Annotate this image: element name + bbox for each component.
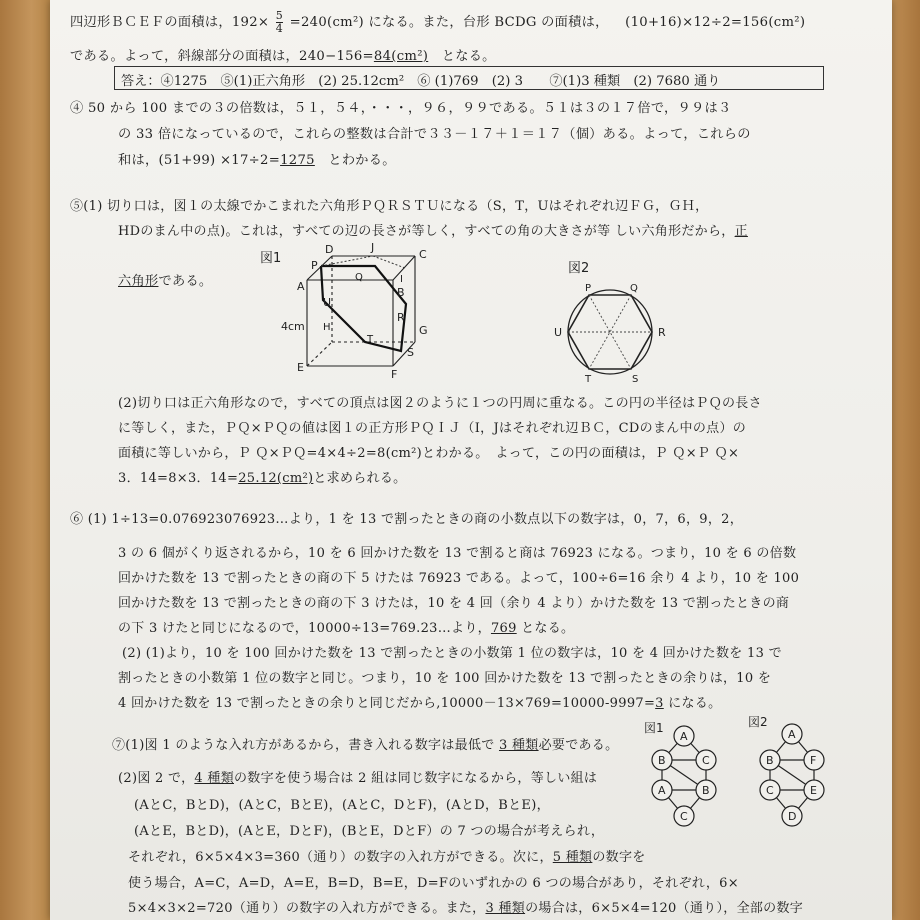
fig2-label-Q: Q: [630, 283, 638, 294]
fig1-label-E: E: [297, 361, 304, 374]
q6-part2-line-3-text-b: になる。: [663, 696, 722, 711]
fig-q7-1-node-4: A: [658, 784, 666, 797]
q6-line-2: 3 の 6 個がくり返されるから，10 を 6 回かけた数を 13 で割ると商は 76923 になる。つまり，10 を 6 の倍数: [118, 546, 797, 561]
figure-1-title: 図1: [260, 251, 282, 266]
q5-line-1: ⑤(1) 切り口は，図１の太線でかこまれた六角形ＰＱＲＳＴＵになる（S，T，Uはそれぞれ辺ＦＧ，ＧＨ，: [70, 199, 709, 214]
fig-q7-1-node-1: A: [680, 730, 688, 743]
answer-box-text: 答え：④1275 ⑤(1)正六角形 (2) 25.12cm² ⑥ (1)769 (2) 3 ⑦(1)3 種類 (2) 7680 通り: [121, 74, 721, 89]
q6-line-5-text-b: となる。: [516, 621, 575, 636]
q7-line-2: [118, 767, 597, 786]
q5-line-2-underline: 正: [734, 224, 748, 239]
fig1-label-H: H: [323, 322, 331, 333]
q6-line-4: 回かけた数を 13 で割ったときの商の下 3 けたは，10 を 4 回（余り 4 より）かけた数を 13 で割ったときの商: [118, 596, 790, 611]
fig1-label-side-length: 4cm: [281, 320, 305, 333]
fig-q7-2-node-E: E: [810, 784, 817, 797]
q5-line-3: [118, 270, 212, 289]
q4-line-2: の 33 倍になっているので，これらの整数は合計で３３－１７＋１＝１７（個）ある。よって，これらの: [118, 127, 751, 142]
fig1-label-D: D: [325, 243, 334, 256]
top-line-1: [70, 10, 805, 35]
q7-line-2-text-a: (2)図 2 で，: [118, 771, 195, 786]
q7-line-7-text-a: 5×4×3×2=720（通り）の数字の入れ方ができる。また，: [128, 901, 486, 916]
q6-line-3: 回かけた数を 13 で割ったときの商の下 5 けたは 76923 である。よって，100÷6=16 余り 4 より，10 を 100: [118, 571, 800, 586]
q7-line-5-text-b: の数字を: [592, 850, 646, 865]
q6-part2-line-3-text-a: 4 回かけた数を 13 で割ったときの余りと同じだから,10000－13×769=10000-9997=: [118, 696, 656, 711]
q7-line-6: 使う場合，A=C，A=D，A=E，B=D，B=E，D=Fのいずれかの 6 つの場合があり，それぞれ，6×: [128, 876, 739, 891]
q6-answer-2: 3: [655, 696, 664, 711]
fig-q7-2-node-F: F: [810, 754, 817, 767]
q4-line-3-text-a: 和は，(51+99) ×17÷2=: [118, 153, 281, 168]
figure-q7-2-graph: [742, 712, 842, 830]
q7-line-5-underline: 5 種類: [552, 850, 593, 865]
answer-box: [114, 66, 824, 90]
top-line-2-text-a: である。よって，斜線部分の面積は，240−156=: [70, 49, 374, 64]
fraction-denominator: 4: [275, 22, 284, 35]
fig2-label-S: S: [632, 374, 639, 385]
q6-part2-line-1: (2) (1)より，10 を 100 回かけた数を 13 で割ったときの小数第 1 位の数字は，10 を 4 回かけた数を 13 で: [122, 646, 782, 661]
fig1-label-A: A: [297, 280, 305, 293]
q7-line-4: (AとE，BとD)，(AとE，DとF)，(BとE，DとF）の 7 つの場合が考えられ，: [134, 824, 605, 839]
fig1-label-T: T: [367, 334, 374, 345]
fig1-label-F: F: [391, 368, 398, 381]
top-line-2-text-b: となる。: [428, 49, 496, 64]
q5-part2-line-3: 面積に等しいから，Ｐ Ｑ×ＰＱ=4×4÷2=8(cm²)とわかる。 よって，この円の面積は，Ｐ Ｑ×Ｐ Ｑ×: [118, 446, 740, 461]
q5-part2-line-2: に等しく，また，ＰＱ×ＰＱの値は図１の正方形ＰＱＩＪ（I，Jはそれぞれ辺ＢＣ，CDのまん中の点）の: [118, 421, 747, 436]
q7-line-3: (AとC，BとD)，(AとC，BとE)，(AとC，DとF)，(AとD，BとE)，: [134, 798, 550, 813]
top-line-1-text-b: =240(cm²) になる。また，台形 BCDG の面積は，: [289, 15, 609, 30]
q7-line-7: [128, 897, 803, 916]
q6-line-5-text-a: の下 3 けたと同じになるので，10000÷13=769.23…より，: [118, 621, 491, 636]
q5-line-2-text: HDのまん中の点)。これは，すべての辺の長さが等しく，すべての角の大きさが等 しい六角形だから，: [118, 224, 735, 239]
fig-q7-1-node-2: B: [658, 754, 666, 767]
fig-q7-1-title: 図1: [644, 721, 664, 735]
q7-line-7-text-b: の場合は，6×5×4=120（通り），全部の数字: [525, 901, 804, 916]
q7-line-2-text-b: の数字を使う場合は 2 組は同じ数字になるから，等しい組は: [234, 771, 598, 786]
q5-line-2: [118, 220, 748, 239]
q5-part2-line-4-text-b: と求められる。: [313, 471, 407, 486]
q5-part2-answer: 25.12(cm²): [238, 471, 314, 486]
q6-answer-1: 769: [490, 621, 517, 636]
fig-q7-1-node-5: B: [702, 784, 710, 797]
q5-line-3-text: である。: [158, 274, 213, 289]
fig1-label-B: B: [397, 286, 405, 299]
top-line-2-answer: 84(cm²): [373, 49, 429, 64]
fig1-label-G: G: [419, 324, 428, 337]
fig-q7-1-node-6: C: [680, 810, 688, 823]
q6-part2-line-2: 割ったときの小数第 1 位の数字と同じ。つまり，10 を 100 回かけた数を 13 で割ったときの余りは，10 を: [118, 671, 772, 686]
q4-line-3: [118, 149, 396, 168]
q7-line-1-text-b: 必要である。: [538, 738, 619, 753]
fig2-label-T: T: [585, 374, 592, 385]
figure-2-title: 図2: [568, 261, 590, 276]
q5-part2-line-4-text-a: 3．14=8×3．14=: [118, 471, 239, 486]
q7-line-1-text-a: ⑦(1)図 1 のような入れ方があるから，書き入れる数字は最低で: [112, 738, 499, 753]
figure-2-hexagon-circle: [552, 258, 692, 388]
q5-part2-line-1: (2)切り口は正六角形なので，すべての頂点は図２のように１つの円周に重なる。この円の半径はＰＱの長さ: [118, 396, 762, 411]
q7-line-7-underline: 3 種類: [485, 901, 526, 916]
q7-answer-1: 3 種類: [498, 738, 539, 753]
fig2-label-U: U: [554, 326, 563, 339]
fig-q7-2-node-B: B: [766, 754, 774, 767]
q4-line-3-text-b: とわかる。: [314, 153, 396, 168]
q7-line-1: [112, 734, 618, 753]
fig1-label-C: C: [419, 248, 427, 261]
fig1-label-R: R: [397, 311, 405, 324]
q6-part2-line-3: [118, 692, 721, 711]
fig-q7-2-node-A: A: [788, 728, 796, 741]
wood-background-right: [890, 0, 920, 920]
fig1-label-P: P: [311, 259, 318, 272]
fig-q7-1-node-3: C: [702, 754, 710, 767]
top-line-1-text-c: (10+16)×12÷2=156(cm²): [625, 15, 806, 30]
fig1-label-S: S: [407, 346, 414, 359]
q7-line-5-text-a: それぞれ，6×5×4×3=360（通り）の数字の入れ方ができる。次に，: [128, 850, 553, 865]
fig2-label-R: R: [658, 326, 666, 339]
fig1-label-Q: Q: [355, 272, 363, 283]
fig1-label-I: I: [400, 274, 403, 285]
fig-q7-2-node-C: C: [766, 784, 774, 797]
q6-line-1: ⑥ (1) 1÷13=0.076923076923…より，1 を 13 で割ったときの商の小数点以下の数字は，0，7，6，9，2，: [70, 512, 743, 527]
figure-q7-1-graph: [636, 718, 726, 830]
fig1-label-J: J: [371, 241, 375, 254]
q6-line-5: [118, 617, 574, 636]
q5-part2-line-4: [118, 467, 406, 486]
q4-line-1: ④ 50 から 100 までの３の倍数は，５１，５４，・・・，９６，９９である。５１は３の１７倍で，９９は３: [70, 101, 732, 116]
q4-answer: 1275: [280, 153, 315, 168]
fraction: [276, 10, 283, 35]
fig-q7-2-title: 図2: [748, 715, 768, 729]
q5-answer-hexagon: 六角形: [118, 274, 159, 289]
top-line-1-text-a: 四辺形ＢＣＥＦの面積は，192×: [70, 15, 270, 30]
top-line-2: [70, 45, 496, 64]
fig-q7-2-node-D: D: [788, 810, 797, 823]
fig1-label-U: U: [323, 296, 332, 309]
figure-1-cube: [255, 238, 445, 381]
fraction-numerator: 5: [275, 9, 284, 22]
q7-line-2-underline: 4 種類: [194, 771, 234, 786]
fig2-label-P: P: [585, 283, 592, 294]
q7-line-5: [128, 846, 646, 865]
wood-background-left: [0, 0, 52, 920]
